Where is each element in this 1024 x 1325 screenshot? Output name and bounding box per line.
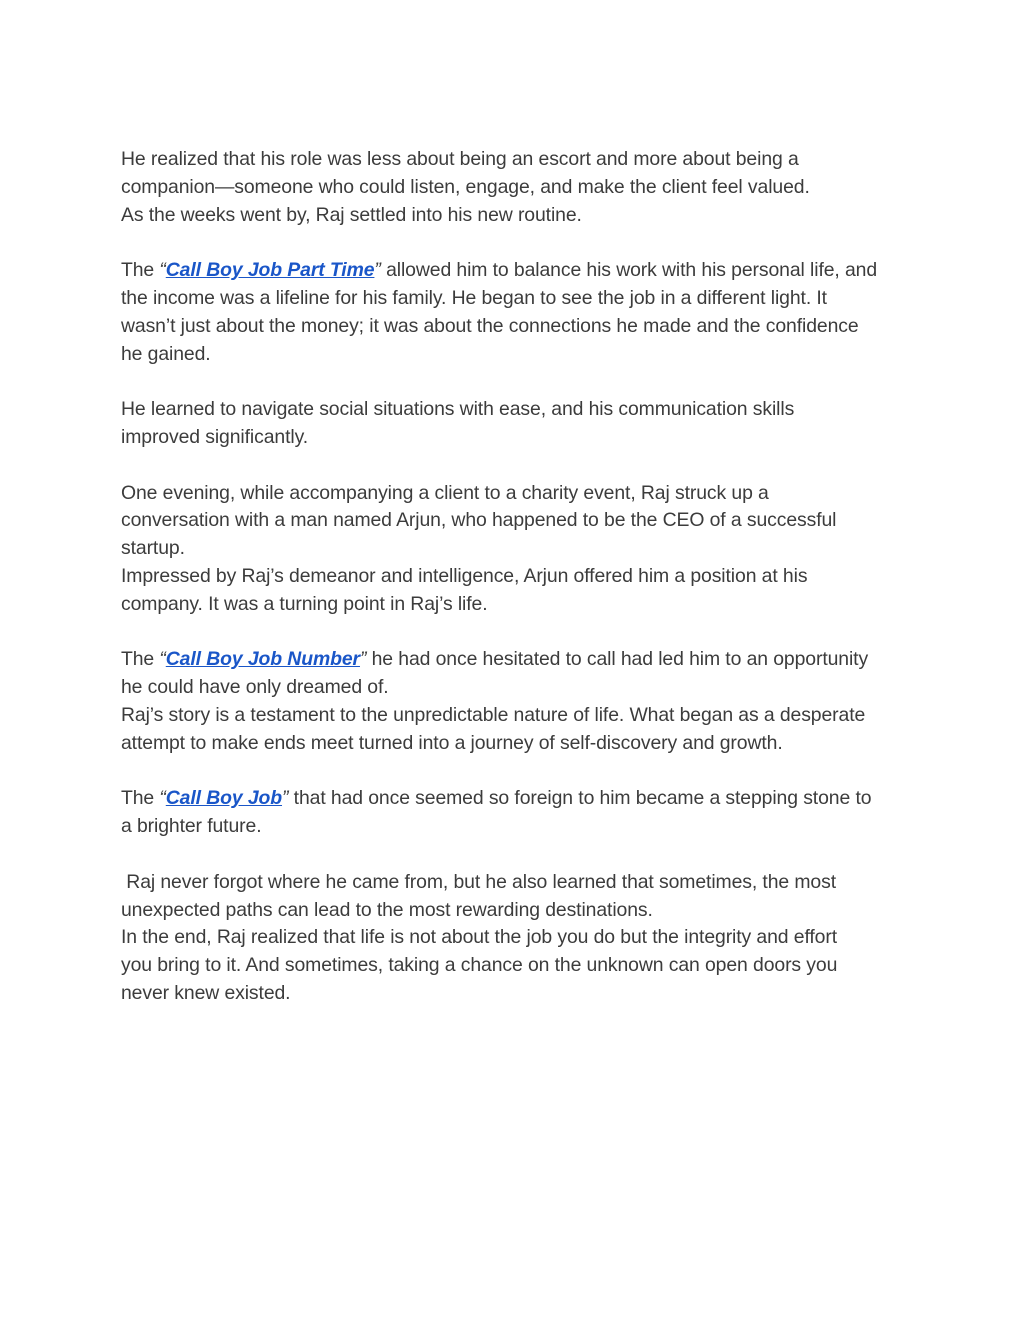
- link-call-boy-job-part-time[interactable]: Call Boy Job Part Time: [165, 259, 375, 282]
- paragraph-6: [121, 785, 911, 841]
- text-line: improved significantly.: [121, 425, 309, 448]
- paragraph-3: [121, 396, 911, 452]
- open-quote: “: [159, 259, 166, 282]
- text-line: company. It was a turning point in Raj’s life.: [121, 592, 488, 615]
- text-line: the income was a lifeline for his family. He began to see the job in a different light. It: [121, 286, 827, 309]
- text-line: he could have only dreamed of.: [121, 676, 389, 699]
- paragraph-5: [121, 646, 911, 757]
- text-line: He learned to navigate social situations with ease, and his communication skills: [121, 398, 795, 421]
- text-fragment: he had once hesitated to call had led him to an opportunity: [366, 648, 869, 671]
- text-fragment: The: [121, 648, 160, 671]
- text-line: you bring to it. And sometimes, taking a chance on the unknown can open doors you: [121, 954, 838, 977]
- paragraph-4: [121, 480, 911, 619]
- text-fragment: that had once seemed so foreign to him became a stepping stone to: [288, 787, 872, 810]
- text-line: He realized that his role was less about being an escort and more about being a: [121, 148, 799, 170]
- close-quote: ”: [282, 787, 289, 810]
- close-quote: ”: [359, 648, 367, 671]
- text-line-with-link: [121, 785, 911, 813]
- text-fragment: The: [121, 787, 160, 810]
- link-call-boy-job[interactable]: Call Boy Job: [165, 787, 283, 810]
- text-line-with-link: [121, 646, 911, 674]
- text-line: never knew existed.: [121, 981, 291, 1004]
- text-fragment: The: [121, 259, 160, 282]
- text-line: wasn’t just about the money; it was about the connections he made and the confidence: [121, 314, 859, 337]
- text-line: startup.: [121, 537, 185, 560]
- text-line: Raj never forgot where he came from, but he also learned that sometimes, the most: [121, 870, 836, 893]
- text-fragment: allowed him to balance his work with his personal life, and: [380, 259, 878, 282]
- text-line: he gained.: [121, 342, 211, 365]
- text-line: conversation with a man named Arjun, who happened to be the CEO of a successful: [121, 509, 837, 532]
- paragraph-2: [121, 257, 911, 368]
- close-quote: ”: [374, 259, 381, 282]
- link-call-boy-job-number[interactable]: Call Boy Job Number: [165, 648, 360, 671]
- paragraph-7: [121, 869, 911, 1008]
- text-line: a brighter future.: [121, 815, 262, 838]
- text-line: Raj’s story is a testament to the unpredictable nature of life. What began as a desperate: [121, 703, 866, 726]
- open-quote: “: [159, 787, 166, 810]
- paragraph-1: [121, 146, 911, 229]
- text-line: In the end, Raj realized that life is not about the job you do but the integrity and effort: [121, 926, 838, 949]
- open-quote: “: [159, 648, 166, 671]
- text-line: One evening, while accompanying a client to a charity event, Raj struck up a: [121, 481, 769, 504]
- text-line: Impressed by Raj’s demeanor and intelligence, Arjun offered him a position at his: [121, 564, 808, 587]
- text-line: attempt to make ends meet turned into a journey of self-discovery and growth.: [121, 731, 783, 754]
- text-line: companion—someone who could listen, engage, and make the client feel valued.: [121, 175, 810, 198]
- text-line-with-link: [121, 257, 911, 285]
- text-line: As the weeks went by, Raj settled into his new routine.: [121, 203, 582, 226]
- text-line: unexpected paths can lead to the most rewarding destinations.: [121, 898, 653, 921]
- document-body: [121, 146, 911, 1036]
